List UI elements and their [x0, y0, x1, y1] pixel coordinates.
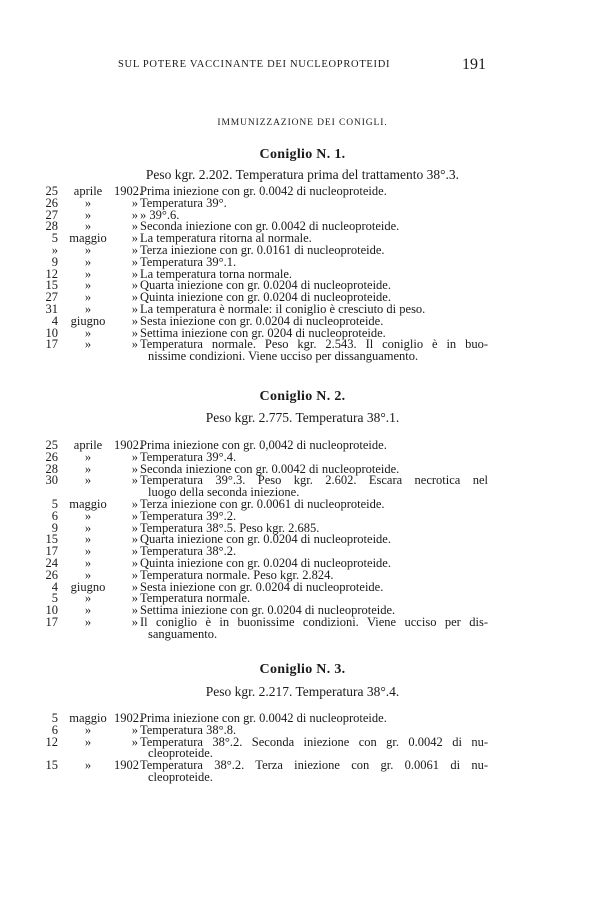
entry-text: Settima iniezione con gr. 0.0204 di nucleoproteide. — [140, 603, 396, 618]
entry-text: Temperatura normale. Peso kgr. 2.824. — [140, 567, 334, 582]
entry-year: » — [131, 579, 138, 594]
entry-month: » — [84, 734, 92, 749]
log-entry-continuation — [0, 351, 605, 363]
entry-text-continuation: nissime condizioni. Viene ucciso per dissanguamento. — [148, 349, 419, 364]
entry-year: » — [131, 325, 138, 340]
entry-year: » — [131, 278, 138, 293]
entry-text: Temperatura 39°.1. — [140, 254, 237, 269]
entry-day: 28 — [45, 219, 58, 234]
entry-day: 10 — [45, 603, 58, 618]
entry-month: aprile — [73, 184, 103, 198]
entry-year: » — [131, 591, 138, 606]
log-entry-continuation — [0, 769, 605, 784]
entry-text-continuation: sanguamento. — [148, 626, 218, 641]
entry-month: » — [84, 473, 92, 488]
entry-day: 17 — [45, 544, 58, 559]
entry-day: 30 — [45, 473, 58, 488]
entry-month: » — [84, 508, 92, 523]
entry-day: 5 — [51, 711, 58, 725]
entry-day: 6 — [51, 508, 58, 523]
entry-month: maggio — [69, 496, 107, 511]
entry-day: 24 — [45, 555, 58, 570]
entry-day: 17 — [45, 614, 58, 629]
entry-year: » — [131, 496, 138, 511]
entry-year: » — [131, 290, 138, 305]
entry-text: Quinta iniezione con gr. 0.0204 di nucleoproteide. — [140, 290, 391, 305]
entry-month: » — [84, 325, 92, 340]
entry-day: 15 — [45, 758, 58, 773]
entry-month: » — [84, 544, 92, 559]
case-1-subheading: Peso kgr. 2.202. Temperatura prima del trattamento 38°.3. — [145, 167, 460, 182]
entry-year: 1902 — [114, 758, 139, 773]
entry-day: 25 — [45, 184, 58, 198]
entry-day: 6 — [51, 722, 58, 737]
case-3-subheading: Peso kgr. 2.217. Temperatura 38°.4. — [205, 684, 400, 699]
entry-text: Seconda iniezione con gr. 0.0042 di nucleoproteide. — [140, 219, 400, 234]
log-entry-continuation — [0, 626, 605, 641]
running-title: SUL POTERE VACCINANTE DEI NUCLEOPROTEIDI — [118, 59, 391, 70]
entry-year: 1902. — [114, 438, 143, 452]
entry-day: 5 — [51, 496, 58, 511]
entry-month: » — [84, 555, 92, 570]
entry-day: 4 — [51, 313, 58, 328]
entry-year: 1902. — [114, 711, 143, 725]
entry-month: » — [84, 337, 92, 352]
entry-month: » — [84, 278, 92, 293]
entry-text: Quarta iniezione con gr. 0.0204 di nucleoproteide. — [140, 278, 391, 293]
entry-day: 9 — [51, 520, 58, 535]
entry-day: 27 — [45, 207, 58, 222]
entry-text: Il coniglio è in buonissime condizioni. Viene ucciso per dis- — [140, 614, 488, 629]
entry-year: » — [131, 195, 138, 210]
entry-text: Temperatura normale. Peso kgr. 2.543. Il coniglio è in buo- — [140, 337, 488, 352]
entry-text: Seconda iniezione con gr. 0.0042 di nucleoproteide. — [140, 461, 400, 476]
entry-day: 12 — [45, 734, 58, 749]
entry-month: giugno — [70, 313, 106, 328]
entry-text: Prima iniezione con gr. 0,0042 di nucleoproteide. — [140, 438, 387, 452]
case-3-log — [0, 713, 605, 784]
entry-month: » — [84, 242, 92, 257]
entry-text: Settima iniezione con gr. 0204 di nucleoproteide. — [140, 325, 386, 340]
entry-day: 4 — [51, 579, 58, 594]
entry-month: » — [84, 290, 92, 305]
entry-text: Terza iniezione con gr. 0.0161 di nucleoproteide. — [140, 242, 385, 257]
entry-month: » — [84, 520, 92, 535]
entry-text: Quarta iniezione con gr. 0.0204 di nucleoproteide. — [140, 532, 391, 547]
entry-text: Temperatura 39°. — [140, 195, 227, 210]
entry-year: » — [131, 614, 138, 629]
entry-year: » — [131, 555, 138, 570]
entry-text-continuation: luogo della seconda iniezione. — [148, 485, 300, 500]
entry-day: » — [51, 242, 58, 257]
case-3-heading: Coniglio N. 3. — [259, 662, 346, 677]
entry-year: 1902. — [114, 184, 143, 198]
case-2-log — [0, 440, 605, 641]
entry-year: » — [131, 301, 138, 316]
entry-year: » — [131, 337, 138, 352]
entry-text: Temperatura 38°.2. — [140, 544, 237, 559]
entry-text: » 39°.6. — [140, 207, 180, 222]
entry-text: Sesta iniezione con gr. 0.0204 di nucleoproteide. — [140, 579, 384, 594]
entry-month: aprile — [73, 438, 103, 452]
entry-text: Temperatura 38°.2. Terza iniezione con gr. 0.0061 di nu- — [140, 758, 488, 773]
entry-year: » — [131, 254, 138, 269]
entry-text: Temperatura 39°.2. — [140, 508, 237, 523]
entry-text: La temperatura ritorna al normale. — [140, 231, 312, 246]
entry-day: 26 — [45, 449, 58, 464]
case-1-log — [0, 186, 605, 363]
entry-year: » — [131, 520, 138, 535]
entry-day: 31 — [45, 301, 58, 316]
entry-day: 15 — [45, 278, 58, 293]
entry-month: » — [84, 207, 92, 222]
entry-text: Temperatura normale. — [140, 591, 251, 606]
entry-year: » — [131, 219, 138, 234]
entry-month: » — [84, 758, 92, 773]
entry-year: » — [131, 266, 138, 281]
entry-month: » — [84, 603, 92, 618]
case-2-heading: Coniglio N. 2. — [259, 389, 346, 404]
entry-year: » — [131, 734, 138, 749]
entry-text: Prima iniezione con gr. 0.0042 di nucleoproteide. — [140, 711, 387, 725]
entry-year: » — [131, 231, 138, 246]
entry-month: » — [84, 614, 92, 629]
entry-month: » — [84, 532, 92, 547]
entry-month: » — [84, 195, 92, 210]
entry-text: Terza iniezione con gr. 0.0061 di nucleoproteide. — [140, 496, 385, 511]
entry-day: 27 — [45, 290, 58, 305]
page-number: 191 — [462, 56, 486, 73]
entry-month: » — [84, 591, 92, 606]
entry-text: Temperatura 38°.8. — [140, 722, 237, 737]
section-title: IMMUNIZZAZIONE DEI CONIGLI. — [217, 118, 388, 128]
entry-text-continuation: cleoproteide. — [148, 769, 213, 784]
entry-text: Temperatura 39°.4. — [140, 449, 237, 464]
entry-year: » — [131, 567, 138, 582]
entry-text: Quinta iniezione con gr. 0.0204 di nucleoproteide. — [140, 555, 391, 570]
entry-day: 17 — [45, 337, 58, 352]
entry-month: » — [84, 722, 92, 737]
entry-day: 9 — [51, 254, 58, 269]
entry-year: » — [131, 544, 138, 559]
running-head — [0, 58, 605, 76]
entry-day: 26 — [45, 567, 58, 582]
log-entry — [0, 475, 605, 487]
log-entry — [0, 734, 605, 749]
entry-day: 28 — [45, 461, 58, 476]
entry-year: » — [131, 449, 138, 464]
entry-text: Prima iniezione con gr. 0.0042 di nucleoproteide. — [140, 184, 387, 198]
case-1-heading: Coniglio N. 1. — [259, 147, 346, 162]
entry-month: » — [84, 219, 92, 234]
entry-month: » — [84, 567, 92, 582]
entry-text: La temperatura è normale: il coniglio è cresciuto di peso. — [140, 301, 426, 316]
entry-text: Temperatura 39°.3. Peso kgr. 2.602. Escara necrotica nel — [140, 473, 488, 488]
entry-year: » — [131, 242, 138, 257]
entry-month: maggio — [69, 231, 107, 246]
entry-month: » — [84, 266, 92, 281]
entry-day: 15 — [45, 532, 58, 547]
entry-year: » — [131, 603, 138, 618]
entry-day: 5 — [51, 231, 58, 246]
entry-month: » — [84, 449, 92, 464]
entry-month: » — [84, 254, 92, 269]
entry-month: » — [84, 461, 92, 476]
entry-month: » — [84, 301, 92, 316]
entry-text: Temperatura 38°.5. Peso kgr. 2.685. — [140, 520, 320, 535]
entry-text: La temperatura torna normale. — [140, 266, 293, 281]
case-2-subheading: Peso kgr. 2.775. Temperatura 38°.1. — [205, 410, 400, 425]
entry-month: giugno — [70, 579, 106, 594]
entry-text-continuation: cleoproteide. — [148, 746, 213, 761]
log-entry — [0, 614, 605, 629]
entry-year: » — [131, 722, 138, 737]
entry-month: maggio — [69, 711, 107, 725]
entry-year: » — [131, 207, 138, 222]
entry-day: 5 — [51, 591, 58, 606]
entry-year: » — [131, 461, 138, 476]
entry-day: 25 — [45, 438, 58, 452]
entry-day: 10 — [45, 325, 58, 340]
log-entry — [0, 760, 605, 772]
entry-year: » — [131, 532, 138, 547]
entry-year: » — [131, 508, 138, 523]
entry-text: Temperatura 38°.2. Seconda iniezione con gr. 0.0042 di nu- — [140, 734, 488, 749]
entry-year: » — [131, 313, 138, 328]
entry-day: 26 — [45, 195, 58, 210]
entry-year: » — [131, 473, 138, 488]
entry-text: Sesta iniezione con gr. 0.0204 di nucleoproteide. — [140, 313, 384, 328]
entry-day: 12 — [45, 266, 58, 281]
